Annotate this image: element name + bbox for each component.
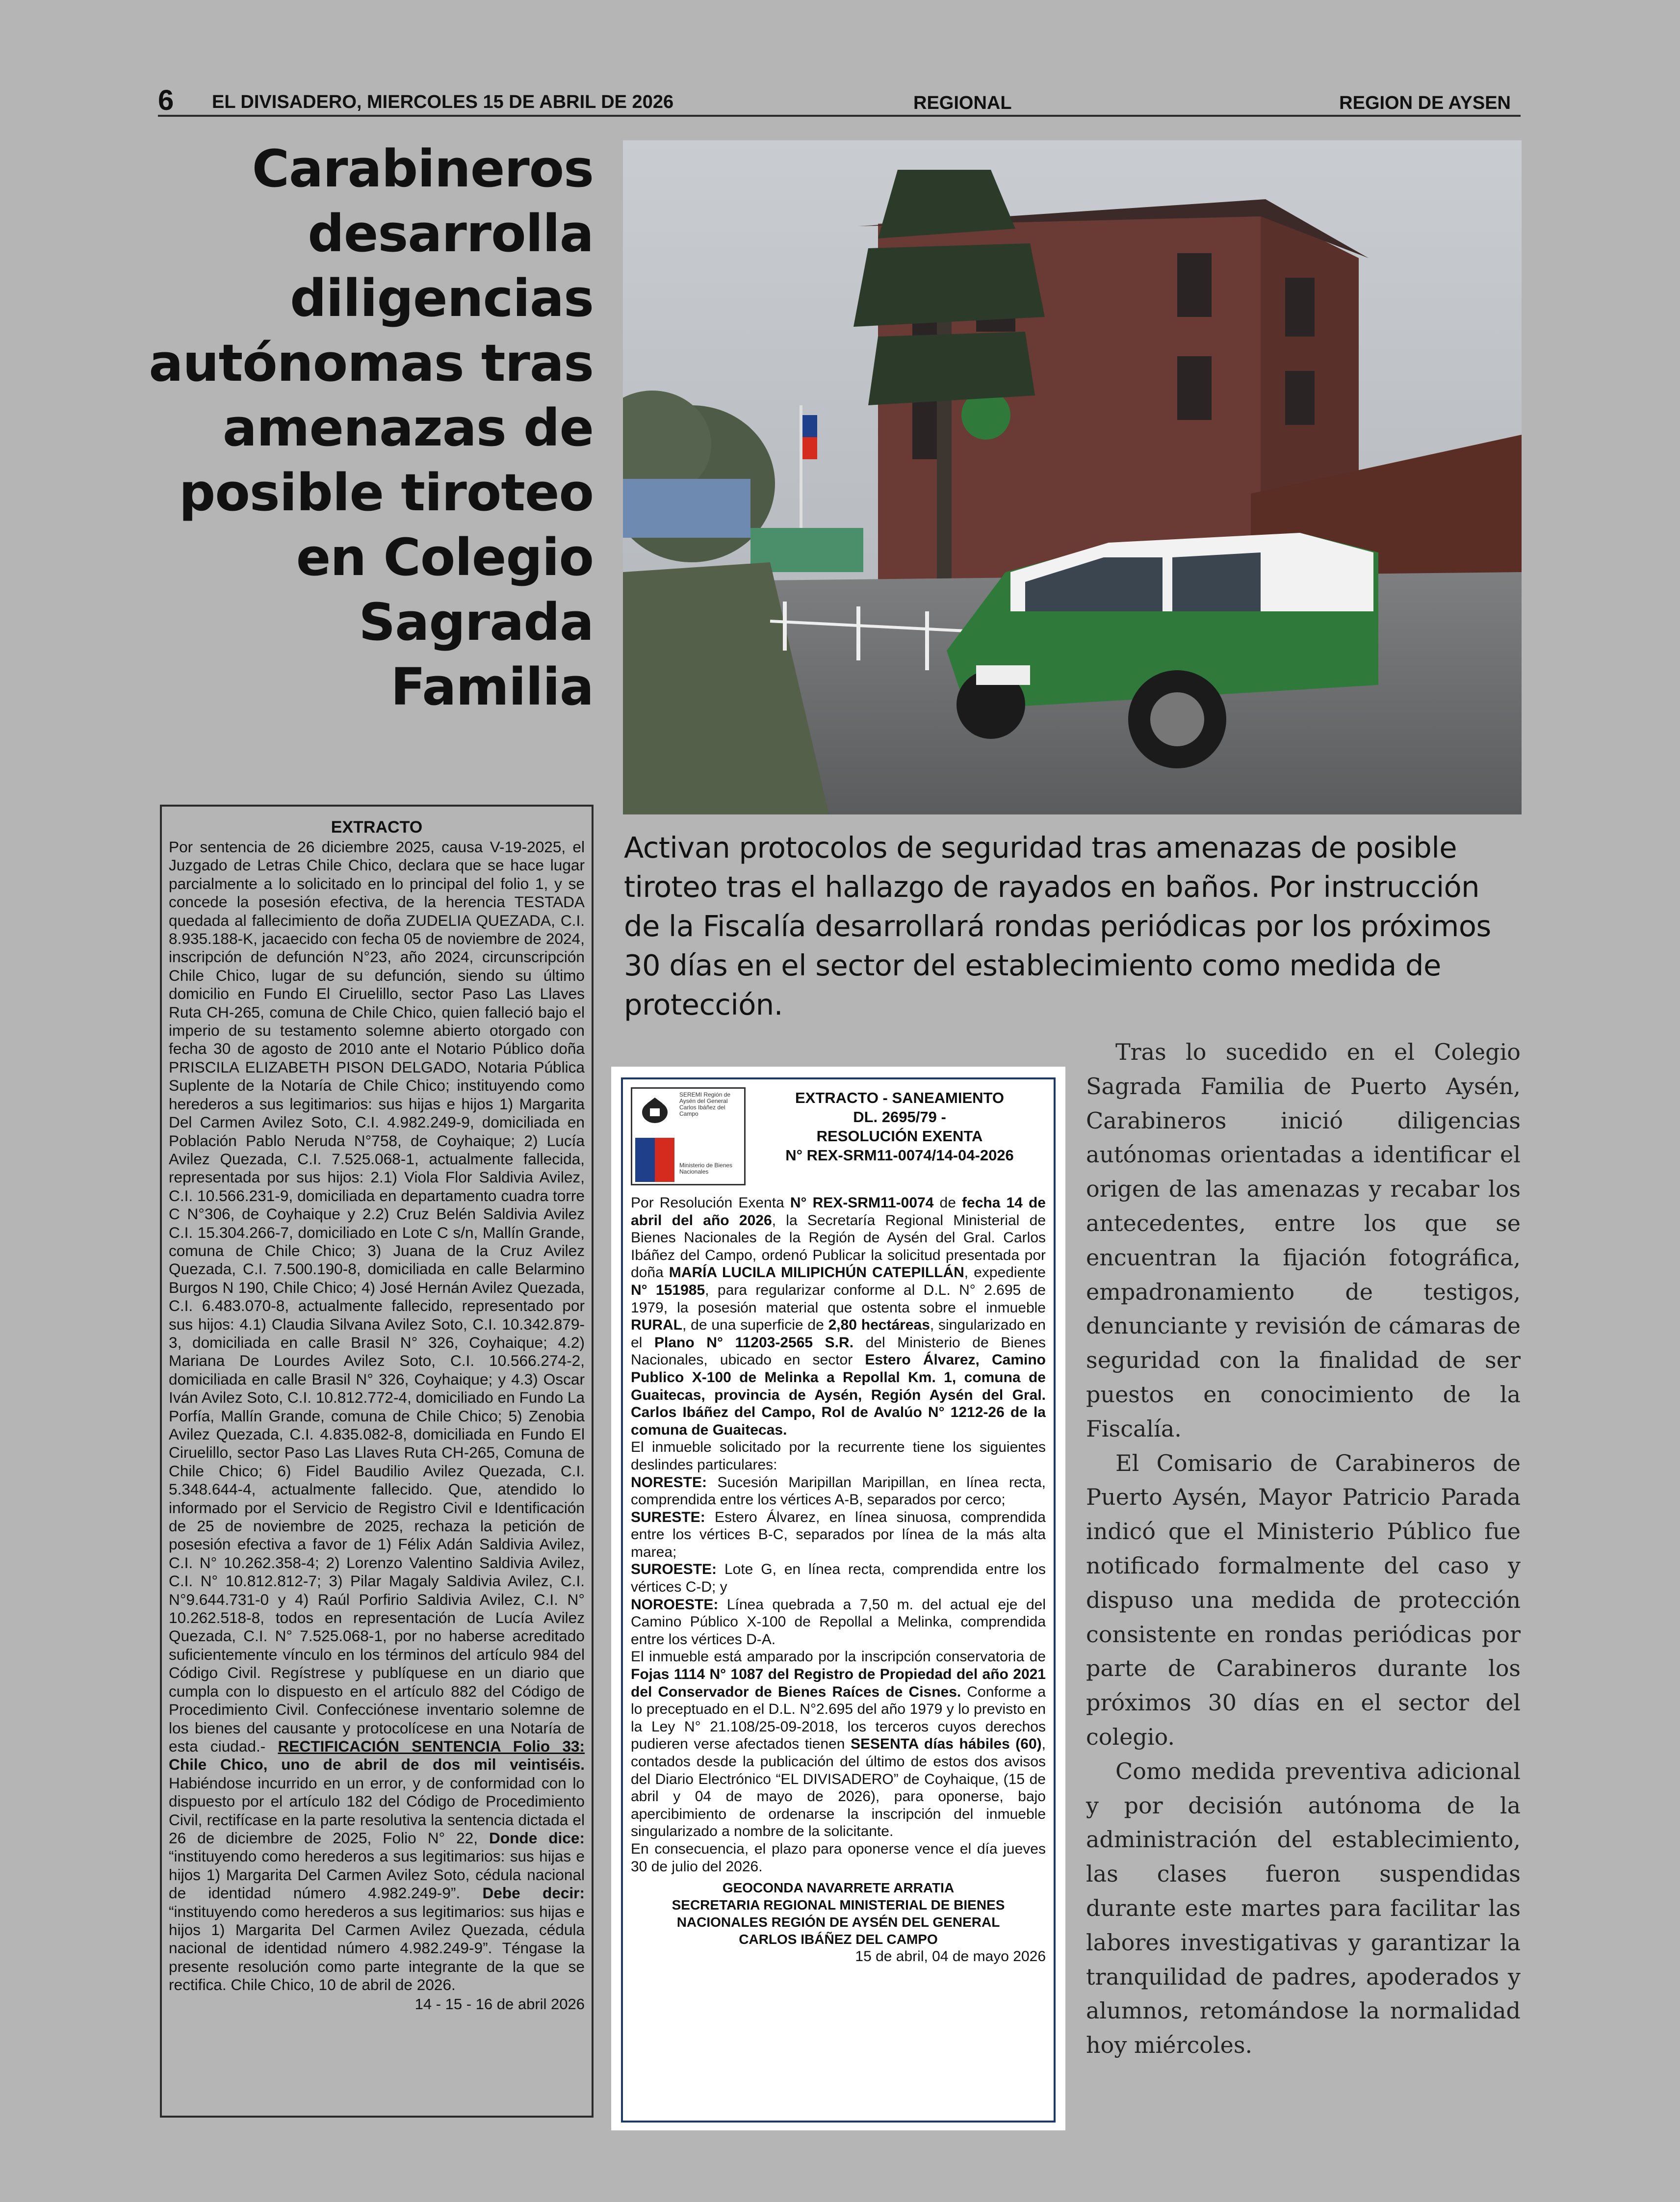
- headline-line: en Colegio: [296, 527, 594, 587]
- headline-line: amenazas de: [222, 398, 594, 458]
- donde-dice-label: Donde dice:: [489, 1829, 585, 1847]
- article-body: [1086, 1035, 1521, 2063]
- police-station-photo: [623, 140, 1522, 814]
- legal-notice-extracto: [160, 805, 594, 2118]
- boundary-noroeste: NOROESTE: Línea quebrada a 7,50 m. del actual eje del Camino Público X-100 de Repollal a Melinka, comprendida entre los vértices D-A.: [631, 1596, 1046, 1648]
- headline-line: Carabineros: [252, 139, 594, 199]
- notice-paragraph: Habiéndose incurrido en un error, y de conformidad con lo dispuesto por el artículo 182 del Código de Procedimiento Civil, rectifícase en la parte resolutiva la sentencia dictada el 26 de diciembre de 2025, Folio N° 22,: [169, 1774, 585, 1847]
- headline-line: diligencias: [290, 268, 594, 328]
- rectification-date: Chile Chico, uno de abril de dos mil veintiséis.: [169, 1756, 585, 1774]
- subheadline: Activan protocolos de seguridad tras amenazas de posible tiroteo tras el hallazgo de rayados en baños. Por instrucción de la Fiscalía desarrollará rondas periódicas por los próximos 30 días en el sector del establecimiento como medida de protección.: [624, 831, 1491, 1022]
- seremi-logo: [631, 1087, 746, 1185]
- notice-paragraph: En consecuencia, el plazo para oponerse vence el día jueves 30 de julio del 2026.: [631, 1840, 1046, 1875]
- section-label: REGIONAL: [913, 93, 1012, 113]
- publication-dates: 15 de abril, 04 de mayo 2026: [855, 1948, 1046, 1965]
- boundary-suroeste: SUROESTE: Lote G, en línea recta, comprendida entre los vértices C-D; y: [631, 1561, 1046, 1596]
- title-line: DL. 2695/79 -: [853, 1108, 946, 1126]
- page-header: [158, 86, 1521, 117]
- legal-notice-saneamiento: [611, 1067, 1065, 2130]
- seremi-label: SEREMI Región de Aysén del General Carlos Ibáñez del Campo: [679, 1091, 731, 1117]
- debe-decir-label: Debe decir:: [482, 1884, 585, 1902]
- boundary-sureste: SURESTE: Estero Álvarez, en línea sinuosa, comprendida entre los vértices B-C, separados por línea de la más alta marea;: [631, 1509, 1046, 1560]
- signature-line: SECRETARIA REGIONAL MINISTERIAL DE BIENES: [672, 1897, 1005, 1913]
- notice-paragraph: Por sentencia de 26 diciembre 2025, causa V-19-2025, el Juzgado de Letras Chile Chico, declara que se hace lugar parcialmente a lo solicitado en lo principal del folio 1, y se concede la posesión efectiva, de la herencia TESTADA quedada al fallecimiento de doña ZUDELIA QUEZADA, C.I. 8.935.188-K, jacaecido con fecha 05 de noviembre de 2024, inscripción de defunción N°23, año 2024, circunscripción Chile Chico, lugar de su defunción, siendo su último domicilio en Fundo El Ciruelillo, sector Paso Las Llaves Ruta CH-265, comuna de Chile Chico, quien falleció bajo el imperio de su testamento solemne abierto otorgado con fecha 30 de agosto de 2010 ante el Notario Público doña PRISCILA ELIZABETH PISON DELGADO, Notaria Pública Suplente de la Notaría de Chile Chico; instituyendo como herederos a sus legitimarios: sus hijas e hijos 1) Margarita Del Carmen Avilez Soto, C.I. 4.982.249-9, domiciliada en Población Pablo Neruda N°758, de Coyhaique; 2) Lucía Avilez Quezada, C.I. 7.525.068-1, actualmente fallecida, representada por sus hijos: 2.1) Viola Flor Saldivia Avilez, C.I. 10.566.231-9, domiciliada en departamento cuadra torre C N°306, de Coyhaique y 2.2) Cruz Belén Saldivia Avilez C.I. 15.304.266-7, domiciliado en Lote C s/n, Mallín Grande, comuna de Chile Chico; 3) Juana de la Cruz Avilez Quezada, C.I. 7.500.190-8, domiciliada en calle Belarmino Burgos N 190, Chile Chico; 4) José Hernán Avilez Quezada, C.I. 6.483.070-8, actualmente fallecido, representado por sus hijos: 4.1) Claudia Silvana Avilez Soto, C.I. 10.342.879-3, domiciliada en calle Brasil N° 326, Coyhaique; 4.2) Mariana De Lourdes Avilez Soto, C.I. 10.566.274-2, domiciliada en calle Brasil N° 326, Coyhaique; y 4.3) Oscar Iván Avilez Soto, C.I. 10.812.772-4, domiciliado en Fundo La Porfía, Mallín Grande, comuna de Chile Chico; 5) Zenobia Avilez Quezada, C.I. 4.835.082-8, domiciliada en Fundo El Ciruelillo, sector Paso Las Llaves Ruta CH-265, Comuna de Chile Chico; 6) Fidel Baudilio Avilez Quezada, C.I. 5.348.644-4, actualmente fallecido. Que, atendido lo informado por el Servicio de Registro Civil e Identificación de 25 de noviembre de 2025, rechaza la petición de posesión efectiva a favor de 1) Félix Adán Saldivia Avilez, C.I. N° 10.262.358-4; 2) Lorenzo Valentino Saldivia Avilez, C.I. N° 10.812.812-7; 3) Pilar Magaly Saldivia Avilez, C.I. N°9.644.731-0 y 4) Raúl Porfirio Saldivia Avilez, C.I. N° 10.262.518-8, todos en representación de Lucía Avilez Quezada, C.I. N° 7.525.068-1, por no haberse acreditado suficientemente vínculo en los términos del artículo 984 del Código Civil. Regístrese y publíquese en un diario que cumpla con lo dispuesto en el artículo 882 del Código de Procedimiento Civil. Confecciónese inventario solemne de los bienes del causante y protocolícese en una Notaría de esta ciudad.-: [169, 838, 585, 1755]
- title-line: EXTRACTO - SANEAMIENTO: [795, 1089, 1004, 1106]
- notice-body: [631, 1194, 1046, 1875]
- donde-dice-text: “instituyendo como herederos a sus legitimarios: sus hijas e hijos 1) Margarita Del Carmen Avilez Soto, cédula nacional de identidad número 4.982.249-9”.: [169, 1847, 585, 1902]
- article-paragraph: El Comisario de Carabineros de Puerto Aysén, Mayor Patricio Parada indicó que el Ministerio Público fue notificado formalmente del caso y dispuso una medida de protección consistente en rondas periódicas por parte de Carabineros durante los próximos 30 días en el sector del colegio.: [1086, 1449, 1521, 1750]
- headline-line: posible tiroteo: [179, 463, 594, 523]
- headline: [147, 136, 594, 719]
- boundary-noreste: NORESTE: Sucesión Maripillan Maripillan, en línea recta, comprendida entre los vértices A-B, separados por cerco;: [631, 1474, 1046, 1508]
- photo-illustration: [623, 140, 1522, 814]
- notice-paragraph: El inmueble solicitado por la recurrente tiene los siguientes deslindes particulares:: [631, 1439, 1046, 1473]
- title-line: N° REX-SRM11-0074/14-04-2026: [785, 1147, 1014, 1164]
- article-paragraph: Como medida preventiva adicional y por decisión autónoma de la administración del establecimiento, las clases fueron suspendidas durante este martes para facilitar las labores investigativas y garantizar la tranquilidad de padres, apoderados y alumnos, retomándose la normalidad hoy miércoles.: [1086, 1757, 1521, 2059]
- ministry-label: Ministerio de Bienes Nacionales: [679, 1162, 733, 1175]
- chile-coat-of-arms-icon: [632, 1089, 677, 1134]
- signature-line: CARLOS IBÁÑEZ DEL CAMPO: [739, 1932, 938, 1947]
- notice-body: [169, 838, 585, 1994]
- signature-line: GEOCONDA NAVARRETE ARRATIA: [722, 1880, 955, 1896]
- headline-line: autónomas tras: [149, 333, 594, 393]
- headline-line: desarrolla: [308, 204, 594, 263]
- date-line: EL DIVISADERO, MIERCOLES 15 DE ABRIL DE 2026: [212, 92, 674, 112]
- notice-title: EXTRACTO: [331, 818, 423, 837]
- headline-line: Sagrada: [359, 592, 594, 652]
- flag-band: [635, 1138, 674, 1182]
- title-line: RESOLUCIÓN EXENTA: [816, 1127, 983, 1145]
- debe-decir-text: “instituyendo como herederos a sus legitimarios: sus hijas e hijos 1) Margarita Del Carmen Avilez Quezada, cédula nacional de identidad número 4.982.249-9”. Téngase la presente resolución como parte integrante de la que se rectifica. Chile Chico, 10 de abril de 2026.: [169, 1902, 585, 1994]
- rectification-label: RECTIFICACIÓN SENTENCIA Folio 33:: [278, 1737, 585, 1755]
- notice-title: [753, 1088, 1046, 1165]
- article-paragraph: Tras lo sucedido en el Colegio Sagrada Familia de Puerto Aysén, Carabineros inició diligencias autónomas orientadas a identificar el origen de las amenazas y recabar los antecedentes, entre los que se encuentran la fijación fotográfica, empadronamiento de testigos, denunciante y revisión de cámaras de seguridad con la finalidad de ser puestos en conocimiento de la Fiscalía.: [1086, 1039, 1521, 1442]
- notice-paragraph: El inmueble está amparado por la inscripción conservatoria de Fojas 1114 N° 1087 del Registro de Propiedad del año 2021 del Conservador de Bienes Raíces de Cisnes. Conforme a lo preceptuado en el D.L. N°2.695 del año 1979 y lo previsto en la Ley N° 21.108/25-09-2018, los terceros cuyos derechos pudieren verse afectados tienen SESENTA días hábiles (60), contados desde la publicación del último de estos dos avisos del Diario Electrónico “EL DIVISADERO” de Coyhaique, (15 de abril y 04 de mayo de 2026), para oponerse, bajo apercibimiento de ordenarse la inscripción del inmueble singularizado a nombre de la solicitante.: [631, 1649, 1046, 1840]
- headline-line: Familia: [390, 657, 594, 717]
- publication-dates: 14 - 15 - 16 de abril 2026: [414, 1995, 585, 2013]
- signature-line: NACIONALES REGIÓN DE AYSÉN DEL GENERAL: [676, 1914, 1000, 1930]
- notice-paragraph: Por Resolución Exenta N° REX-SRM11-0074 de fecha 14 de abril del año 2026, la Secretaría Regional Ministerial de Bienes Nacionales de la Región de Aysén del Gral. Carlos Ibáñez del Campo, ordenó Publicar la solicitud presentada por doña MARÍA LUCILA MILIPICHÚN CATEPILLÁN, expediente N° 151985, para regularizar conforme al D.L. N° 2.695 de 1979, la posesión material que ostenta sobre el inmueble RURAL, de una superficie de 2,80 hectáreas, singularizado en el Plano N° 11203-2565 S.R. del Ministerio de Bienes Nacionales, ubicado en sector Estero Álvarez, Camino Publico X-100 de Melinka a Repollal Km. 1, comuna de Guaitecas, provincia de Aysén, Región Aysén del Gral. Carlos Ibáñez del Campo, Rol de Avalúo N° 1212-26 de la comuna de Guaitecas.: [631, 1195, 1046, 1438]
- region-label: REGION DE AYSEN: [1339, 93, 1511, 113]
- notice-frame: [621, 1077, 1056, 2123]
- signature-block: [631, 1879, 1046, 1948]
- page-number: 6: [158, 84, 174, 116]
